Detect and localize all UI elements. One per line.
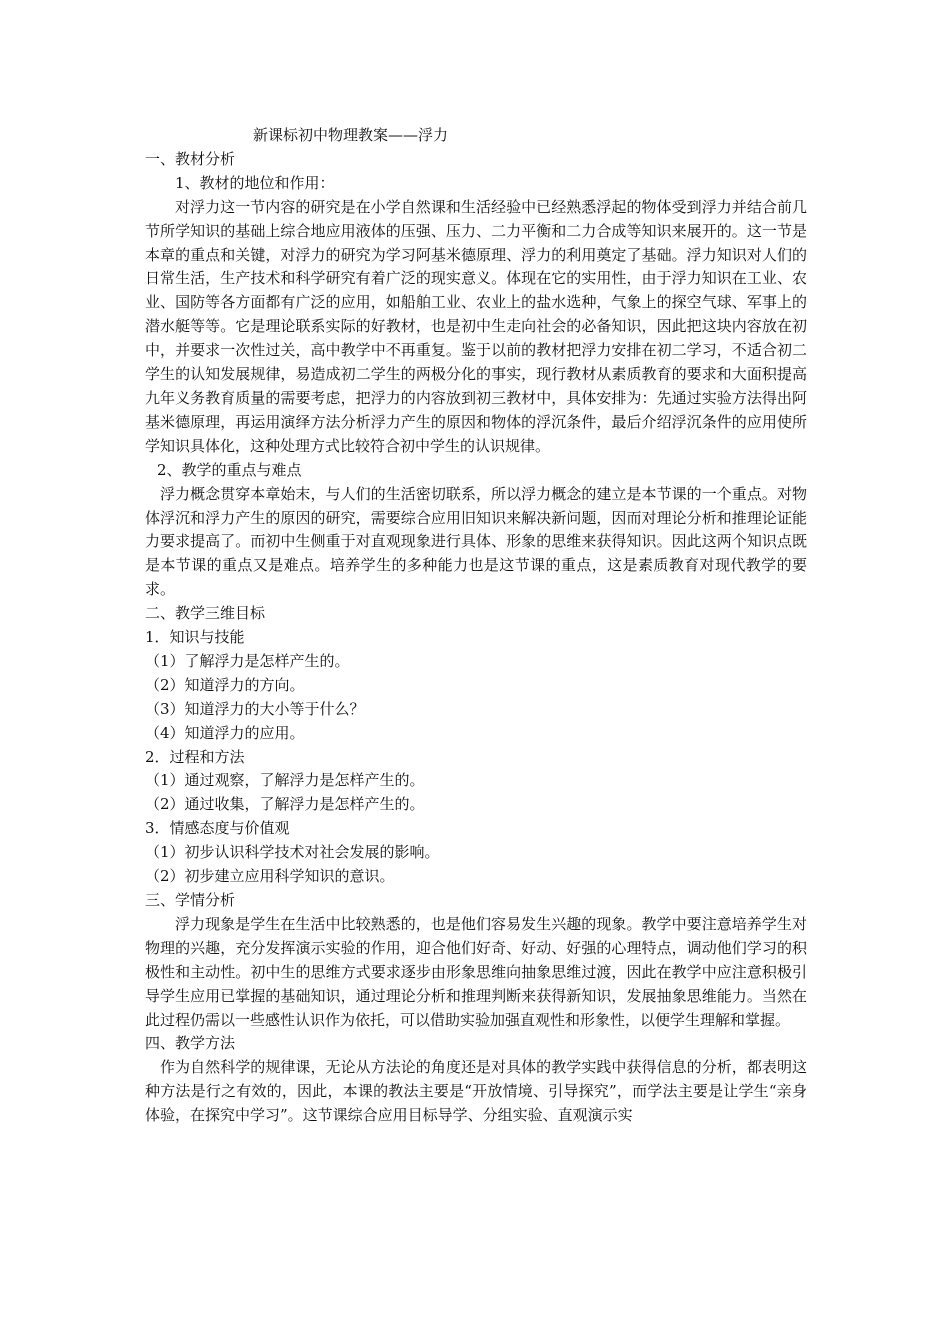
goal-item: （2）通过收集，了解浮力是怎样产生的。: [145, 795, 425, 814]
paragraph-key-points: 浮力概念贯穿本章始末，与人们的生活密切联系，所以浮力概念的建立是本节课的一个重点。对物体浮沉和浮力产生的原因的研究，需要综合应用旧知识来解决新问题，因而对理论分析和推理论证能力要求提高了。而初中生侧重于对直观现象进行具体、形象的思维来获得知识。因此这两个知识点既是本节课的重点又是难点。培养学生的多种能力也是这节课的重点，这是素质教育对现代教学的要求。: [145, 484, 807, 599]
goal-item: （3）知道浮力的大小等于什么？: [145, 699, 365, 718]
section-heading-textbook-analysis: 一、教材分析: [145, 149, 236, 168]
subheading-status-and-role: 1、教材的地位和作用：: [175, 173, 335, 192]
document-page: [145, 124, 807, 1128]
goal-item: （4）知道浮力的应用。: [145, 723, 305, 742]
goal-item: （1）了解浮力是怎样产生的。: [145, 651, 350, 670]
paragraph-teaching-methods: 作为自然科学的规律课，无论从方法论的角度还是对具体的教学实践中获得信息的分析，都表明这种方法是行之有效的，因此，本课的教法主要是“开放情境、引导探究”，而学法主要是让学生“亲身体验，在探究中学习”。这节课综合应用目标导学、分组实验、直观演示实: [145, 1058, 807, 1125]
goal-item: （2）知道浮力的方向。: [145, 675, 305, 694]
goal-item: （1）通过观察，了解浮力是怎样产生的。: [145, 771, 425, 790]
section-heading-teaching-goals: 二、教学三维目标: [145, 604, 266, 623]
goal-group-heading: 3．情感态度与价值观: [145, 819, 290, 838]
goal-group-heading: 1．知识与技能: [145, 628, 245, 647]
paragraph-status-and-role: 对浮力这一节内容的研究是在小学自然课和生活经验中已经熟悉浮起的物体受到浮力并结合前几节所学知识的基础上综合地应用液体的压强、压力、二力平衡和二力合成等知识来展开的。这一节是本章的重点和关键，对浮力的研究为学习阿基米德原理、浮力的利用奠定了基础。浮力知识对人们的日常生活，生产技术和科学研究有着广泛的现实意义。体现在它的实用性，由于浮力知识在工业、农业、国防等各方面都有广泛的应用，如船舶工业、农业上的盐水选种，气象上的探空气球、军事上的潜水艇等等。它是理论联系实际的好教材，也是初中生走向社会的必备知识，因此把这块内容放在初中，并要求一次性过关，高中教学中不再重复。鉴于以前的教材把浮力安排在初二学习，不适合初二学生的认知发展规律，易造成初二学生的两极分化的事实，现行教材从素质教育的要求和大面积提高九年义务教育质量的需要考虑，把浮力的内容放到初三教材中，具体安排为：先通过实验方法得出阿基米德原理，再运用演绎方法分析浮力产生的原因和物体的浮沉条件，最后介绍浮沉条件的应用使所学知识具体化，这种处理方式比较符合初中学生的认识规律。: [145, 197, 807, 455]
goal-item: （1）初步认识科学技术对社会发展的影响。: [145, 843, 440, 862]
paragraph-learner-analysis: 浮力现象是学生在生活中比较熟悉的，也是他们容易发生兴趣的现象。教学中要注意培养学生对物理的兴趣，充分发挥演示实验的作用，迎合他们好奇、好动、好强的心理特点，调动他们学习的积极性和主动性。初中生的思维方式要求逐步由形象思维向抽象思维过渡，因此在教学中应注意积极引导学生应用已掌握的基础知识，通过理论分析和推理判断来获得新知识，发展抽象思维能力。当然在此过程仍需以一些感性认识作为依托，可以借助实验加强直观性和形象性，以便学生理解和掌握。: [145, 914, 807, 1029]
goal-group-heading: 2．过程和方法: [145, 747, 245, 766]
section-heading-teaching-methods: 四、教学方法: [145, 1034, 236, 1053]
document-title: 新课标初中物理教案——浮力: [253, 126, 449, 144]
section-heading-learner-analysis: 三、学情分析: [145, 891, 236, 909]
subheading-key-points: 2、教学的重点与难点: [157, 460, 302, 479]
goal-item: （2）初步建立应用科学知识的意识。: [145, 867, 395, 886]
